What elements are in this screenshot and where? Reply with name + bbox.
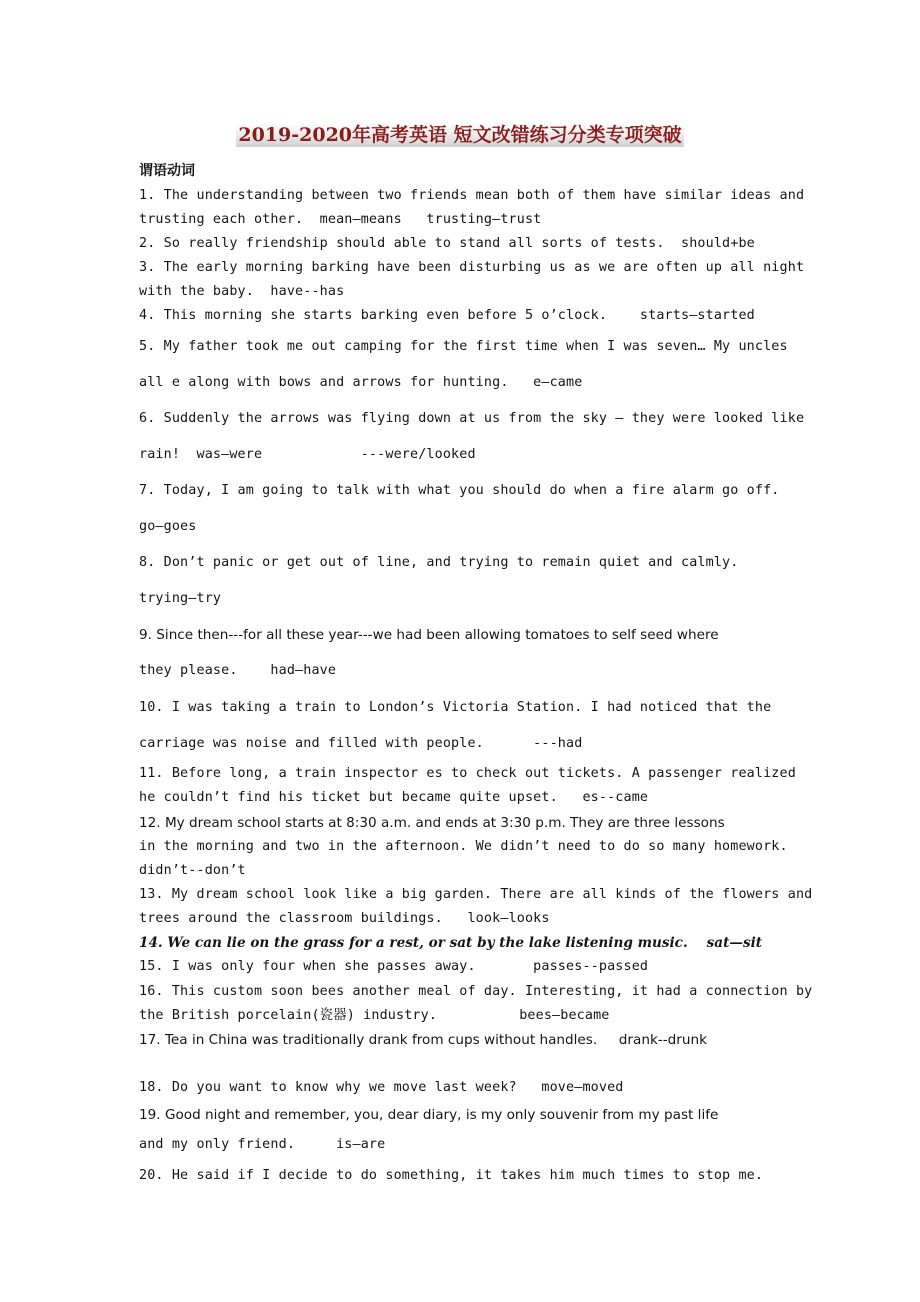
exercise-line-emphasized: 14. We can lie on the grass for a rest, or sat by the lake listening music. sat—sit (139, 935, 763, 951)
exercise-line: and my only friend. is—are (139, 1137, 386, 1152)
exercise-line: 11. Before long, a train inspector es to check out tickets. A passenger realized (139, 766, 796, 781)
exercise-line: trusting each other. mean—means trusting—trust (139, 212, 542, 227)
exercise-line: all e along with bows and arrows for hunting. e—came (139, 375, 583, 390)
exercise-line: 7. Today, I am going to talk with what you should do when a fire alarm go off. (139, 483, 780, 498)
exercise-line: 15. I was only four when she passes away. passes--passed (139, 959, 649, 974)
exercise-line: with the baby. have--has (139, 284, 345, 299)
exercise-line: 5. My father took me out camping for the first time when I was seven… My uncles (139, 339, 788, 354)
exercise-line: 12. My dream school starts at 8:30 a.m. and ends at 3:30 p.m. They are three lessons (139, 815, 725, 831)
section-heading: 谓语动词 (139, 163, 195, 179)
exercise-line: 18. Do you want to know why we move last week? move—moved (139, 1080, 624, 1095)
exercise-line: in the morning and two in the afternoon. We didn’t need to do so many homework. (139, 839, 788, 854)
exercise-line: 9. Since then---for all these year---we had been allowing tomatoes to self seed where (139, 627, 719, 643)
exercise-line: 13. My dream school look like a big garden. There are all kinds of the flowers and (139, 887, 813, 902)
exercise-line: 20. He said if I decide to do something, it takes him much times to stop me. (139, 1168, 764, 1183)
exercise-line: go—goes (139, 519, 197, 534)
exercise-line: 19. Good night and remember, you, dear diary, is my only souvenir from my past life (139, 1107, 719, 1123)
exercise-line: 4. This morning she starts barking even before 5 o’clock. starts—started (139, 308, 755, 323)
exercise-line: 6. Suddenly the arrows was flying down at us from the sky — they were looked like (139, 411, 805, 426)
exercise-line: 10. I was taking a train to London’s Victoria Station. I had noticed that the (139, 700, 772, 715)
exercise-line: he couldn’t find his ticket but became quite upset. es--came (139, 790, 649, 805)
exercise-line: trying—try (139, 591, 222, 606)
exercise-line: rain! was—were ---were/looked (139, 447, 476, 462)
exercise-line: trees around the classroom buildings. look—looks (139, 911, 550, 926)
exercise-line: 3. The early morning barking have been disturbing us as we are often up all night (139, 260, 805, 275)
exercise-line: didn’t--don’t (139, 863, 246, 878)
exercise-line: they please. had—have (139, 663, 337, 678)
exercise-line: 16. This custom soon bees another meal of day. Interesting, it had a connection by (139, 984, 813, 999)
document-title-text: 2019-2020年高考英语 短文改错练习分类专项突破 (238, 124, 682, 146)
document-title (0, 122, 920, 148)
exercise-line: 8. Don’t panic or get out of line, and trying to remain quiet and calmly. (139, 555, 739, 570)
exercise-line: carriage was noise and filled with people. ---had (139, 736, 583, 751)
exercise-line: 17. Tea in China was traditionally drank from cups without handles. drank--drunk (139, 1032, 707, 1048)
exercise-line: 1. The understanding between two friends mean both of them have similar ideas and (139, 188, 805, 203)
exercise-line: 2. So really friendship should able to stand all sorts of tests. should+be (139, 236, 755, 251)
exercise-line: the British porcelain(瓷器) industry. bees—became (139, 1008, 610, 1023)
